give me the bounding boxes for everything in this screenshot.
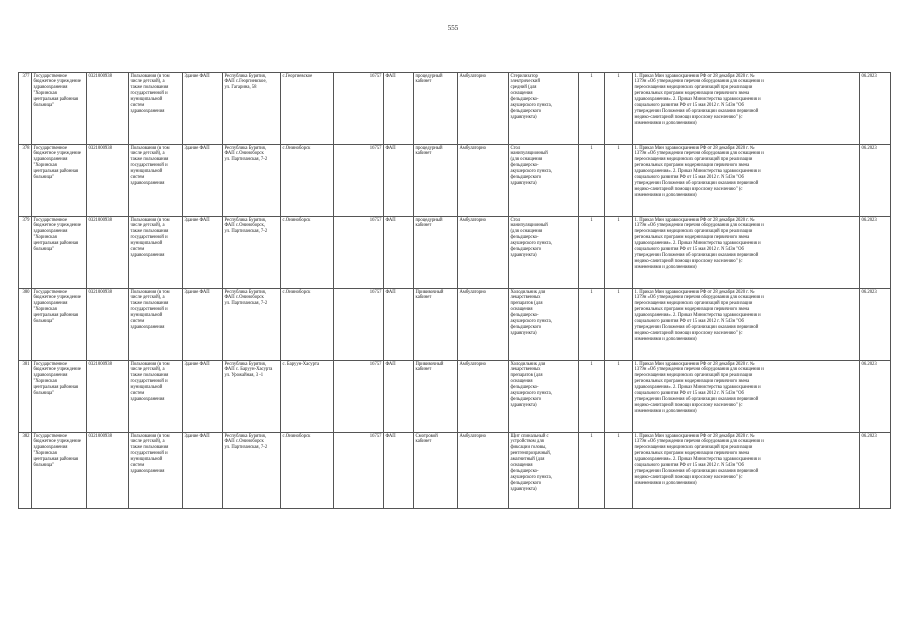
- ogrn-code: 0321000938: [87, 217, 129, 289]
- quantity-planned: 1: [605, 73, 633, 145]
- ogrn-code: 0321000938: [87, 289, 129, 361]
- table-row: [19, 361, 891, 433]
- row-number: 382: [19, 433, 32, 509]
- delivery-date: 06.2023: [860, 361, 891, 433]
- care-mode: Амбулаторно: [458, 289, 509, 361]
- organization-name: Государственное бюджетное учреждение здравоохранения "Хоринская центральная районная больница": [32, 361, 87, 433]
- organization-name: Государственное бюджетное учреждение здравоохранения "Хоринская центральная районная больница": [32, 217, 87, 289]
- quantity-required: 1: [579, 73, 605, 145]
- room-name: Прививочный кабинет: [414, 361, 458, 433]
- room-name: Прививочный кабинет: [414, 289, 458, 361]
- ogrn-code: 0321000938: [87, 361, 129, 433]
- care-mode: Амбулаторно: [458, 361, 509, 433]
- care-mode: Амбулаторно: [458, 433, 509, 509]
- locality: с.Ониноборск: [281, 217, 334, 289]
- building-type: Здание ФАП: [183, 145, 223, 217]
- address: Республика Бурятия, ФАП с.Георгиевское, ул. Гагарина, 58: [223, 73, 281, 145]
- table-row: [19, 217, 891, 289]
- locality: с. Баруун-Хасурта: [281, 361, 334, 433]
- equipment-name: Холодильник для лекарственных препаратов (для оснащения фельдшерско- акушерского пункта, фельдшерского здравпункта): [509, 289, 579, 361]
- address: Республика Бурятия, ФАП с.Ониноборск ул. Партизанская, 7-2: [223, 433, 281, 509]
- building-type: Здание ФАП: [183, 361, 223, 433]
- organization-name: Государственное бюджетное учреждение здравоохранения "Хоринская центральная районная больница": [32, 289, 87, 361]
- row-number: 381: [19, 361, 32, 433]
- delivery-date: 06.2023: [860, 217, 891, 289]
- equipment-name: Стерилизатор электрический средний (для оснащения фельдшерско- акушерского пункта, фельдшерского здравпункта): [509, 73, 579, 145]
- room-name: процедурный кабинет: [414, 73, 458, 145]
- page-number: 555: [447, 24, 459, 32]
- building-type: Здание ФАП: [183, 73, 223, 145]
- equipment-name: Щит спинальный с устройством для фиксации головы, рентгенпрозрачный, амагнитный (для оснащения фельдшерско- акушерского пункта, фельдшерского здравпункта): [509, 433, 579, 509]
- equipment-name: Стол манипуляционный (для оснащения фельдшерско- акушерского пункта, фельдшерского здравпункта): [509, 217, 579, 289]
- location-code: 16757: [334, 433, 384, 509]
- delivery-date: 06.2023: [860, 73, 891, 145]
- address: Республика Бурятия, ФАП с. Баруун-Хасурта ул. Урожайная, 3 -1: [223, 361, 281, 433]
- usage-basis: Пользования (в том числе детской), а также пользования государственной и муниципальной систем здравоохранения: [129, 289, 183, 361]
- locality: с.Георгиевское: [281, 73, 334, 145]
- location-code: 16757: [334, 73, 384, 145]
- care-mode: Амбулаторно: [458, 217, 509, 289]
- quantity-planned: 1: [605, 433, 633, 509]
- room-name: процедурный кабинет: [414, 217, 458, 289]
- table-row: [19, 289, 891, 361]
- table-row: [19, 433, 891, 509]
- address: Республика Бурятия, ФАП с.Ониноборск, ул. Партизанская, 7-2: [223, 217, 281, 289]
- regulatory-documents: 1. Приказ Мин здравоохранения РФ от 28 декабря 2020 г. № 1379н «Об утверждении перечня оборудования для оснащения и переоснащения медицинских организаций при реализации региональных программ модернизации первичного звена здравоохранения». 2. Приказ Министерства здравоохранения и социального развития РФ от 15 мая 2012 г. N 543н "Об утверждении Положения об организации оказания первичной медико-санитарной помощи взрослому населению" (с изменениями и дополнениями): [633, 289, 860, 361]
- ogrn-code: 0321000938: [87, 73, 129, 145]
- facility-type: ФАП: [384, 145, 414, 217]
- facility-type: ФАП: [384, 361, 414, 433]
- equipment-name: Стол манипуляционный (для оснащения фельдшерско- акушерского пункта, фельдшерского здравпункта): [509, 145, 579, 217]
- quantity-planned: 1: [605, 361, 633, 433]
- usage-basis: Пользования (в том числе детской), а также пользования государственной и муниципальной систем здравоохранения: [129, 217, 183, 289]
- regulatory-documents: 1. Приказ Мин здравоохранения РФ от 28 декабря 2020 г. № 1379н «Об утверждении перечня оборудования для оснащения и переоснащения медицинских организаций при реализации региональных программ модернизации первичного звена здравоохранения». 2. Приказ Министерства здравоохранения и социального развития РФ от 15 мая 2012 г. N 543н "Об утверждении Положения об организации оказания первичной медико-санитарной помощи взрослому населению" (с изменениями и дополнениями): [633, 217, 860, 289]
- delivery-date: 06.2023: [860, 145, 891, 217]
- facility-type: ФАП: [384, 289, 414, 361]
- regulatory-documents: 1. Приказ Мин здравоохранения РФ от 28 декабря 2020 г. № 1379н «Об утверждении перечня оборудования для оснащения и переоснащения медицинских организаций при реализации региональных программ модернизации первичного звена здравоохранения». 2. Приказ Министерства здравоохранения и социального развития РФ от 15 мая 2012 г. N 543н "Об утверждении Положения об организации оказания первичной медико-санитарной помощи взрослому населению" (с изменениями и дополнениями): [633, 145, 860, 217]
- locality: с.Ониноборск: [281, 145, 334, 217]
- row-number: 380: [19, 289, 32, 361]
- usage-basis: Пользования (в том числе детской), а также пользования государственной и муниципальной систем здравоохранения: [129, 145, 183, 217]
- building-type: Здание ФАП: [183, 433, 223, 509]
- regulatory-documents: 1. Приказ Мин здравоохранения РФ от 28 декабря 2020 г. № 1379н «Об утверждении перечня оборудования для оснащения и переоснащения медицинских организаций при реализации региональных программ модернизации первичного звена здравоохранения». 2. Приказ Министерства здравоохранения и социального развития РФ от 15 мая 2012 г. N 543н "Об утверждении Положения об организации оказания первичной медико-санитарной помощи взрослому населению" (с изменениями и дополнениями): [633, 433, 860, 509]
- delivery-date: 06.2023: [860, 433, 891, 509]
- quantity-required: 1: [579, 289, 605, 361]
- locality: с.Ониноборск: [281, 289, 334, 361]
- building-type: Здание ФАП: [183, 289, 223, 361]
- facility-type: ФАП: [384, 217, 414, 289]
- organization-name: Государственное бюджетное учреждение здравоохранения "Хоринская центральная районная больница": [32, 73, 87, 145]
- building-type: Здание ФАП: [183, 217, 223, 289]
- organization-name: Государственное бюджетное учреждение здравоохранения "Хоринская центральная районная больница": [32, 145, 87, 217]
- care-mode: Амбулаторно: [458, 73, 509, 145]
- location-code: 16757: [334, 289, 384, 361]
- location-code: 16757: [334, 361, 384, 433]
- quantity-planned: 1: [605, 217, 633, 289]
- usage-basis: Пользования (в том числе детской), а также пользования государственной и муниципальной систем здравоохранения: [129, 361, 183, 433]
- locality: с.Ониноборск: [281, 433, 334, 509]
- regulatory-documents: 1. Приказ Мин здравоохранения РФ от 28 декабря 2020 г. № 1379н «Об утверждении перечня оборудования для оснащения и переоснащения медицинских организаций при реализации региональных программ модернизации первичного звена здравоохранения». 2. Приказ Министерства здравоохранения и социального развития РФ от 15 мая 2012 г. N 543н "Об утверждении Положения об организации оказания первичной медико-санитарной помощи взрослому населению" (с изменениями и дополнениями): [633, 73, 860, 145]
- equipment-name: Холодильник для лекарственных препаратов (для оснащения фельдшерско- акушерского пункта, фельдшерского здравпункта): [509, 361, 579, 433]
- table-row: [19, 73, 891, 145]
- equipment-table: [18, 72, 891, 509]
- quantity-planned: 1: [605, 145, 633, 217]
- quantity-required: 1: [579, 361, 605, 433]
- organization-name: Государственное бюджетное учреждение здравоохранения "Хоринская центральная районная больница": [32, 433, 87, 509]
- regulatory-documents: 1. Приказ Мин здравоохранения РФ от 28 декабря 2020 г. № 1379н «Об утверждении перечня оборудования для оснащения и переоснащения медицинских организаций при реализации региональных программ модернизации первичного звена здравоохранения». 2. Приказ Министерства здравоохранения и социального развития РФ от 15 мая 2012 г. N 543н "Об утверждении Положения об организации оказания первичной медико-санитарной помощи взрослому населению" (с изменениями и дополнениями): [633, 361, 860, 433]
- address: Республика Бурятия, ФАП с.Ониноборск ул. Партизанская, 7-2: [223, 289, 281, 361]
- address: Республика Бурятия, ФАП с.Ониноборск ул. Партизанская, 7-2: [223, 145, 281, 217]
- table-row: [19, 145, 891, 217]
- location-code: 16757: [334, 145, 384, 217]
- delivery-date: 06.2023: [860, 289, 891, 361]
- ogrn-code: 0321000938: [87, 145, 129, 217]
- quantity-planned: 1: [605, 289, 633, 361]
- row-number: 378: [19, 145, 32, 217]
- room-name: Смотровой кабинет: [414, 433, 458, 509]
- row-number: 377: [19, 73, 32, 145]
- care-mode: Амбулаторно: [458, 145, 509, 217]
- facility-type: ФАП: [384, 433, 414, 509]
- row-number: 379: [19, 217, 32, 289]
- usage-basis: Пользования (в том числе детской), а также пользования государственной и муниципальной систем здравоохранения: [129, 73, 183, 145]
- quantity-required: 1: [579, 217, 605, 289]
- ogrn-code: 0321000938: [87, 433, 129, 509]
- quantity-required: 1: [579, 145, 605, 217]
- facility-type: ФАП: [384, 73, 414, 145]
- usage-basis: Пользования (в том числе детской), а также пользования государственной и муниципальной систем здравоохранения: [129, 433, 183, 509]
- room-name: процедурный кабинет: [414, 145, 458, 217]
- location-code: 16757: [334, 217, 384, 289]
- quantity-required: 1: [579, 433, 605, 509]
